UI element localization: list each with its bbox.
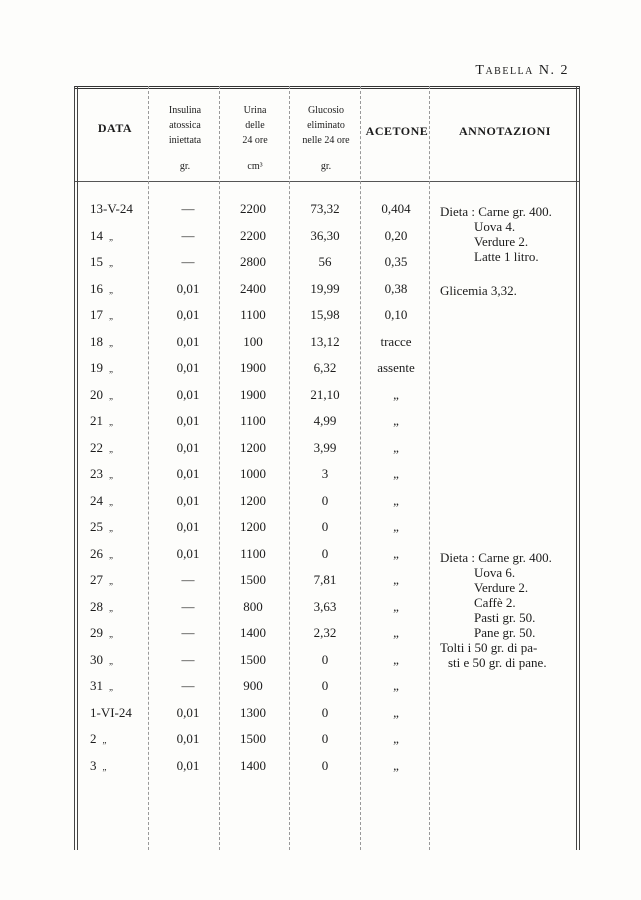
- insulina-cell: 0,01: [176, 333, 200, 349]
- glucosio-cell: 0: [321, 651, 329, 667]
- acetone-cell: „: [393, 678, 399, 693]
- date-cell: 28 „: [90, 598, 113, 614]
- glucosio-cell: 0: [321, 545, 329, 561]
- right-border: [576, 86, 577, 850]
- date-cell: 1-VI-24: [90, 704, 132, 720]
- header-line: Glucosio: [307, 105, 345, 116]
- urina-cell: 1500: [240, 731, 266, 746]
- urina-cell: 1200: [240, 439, 266, 455]
- date-cell: 3 „: [90, 757, 107, 773]
- acetone-cell: tracce: [380, 333, 412, 349]
- acetone-cell: „: [393, 492, 399, 508]
- urina-cell: 2200: [240, 201, 266, 216]
- header-glucosio: [290, 103, 362, 148]
- urina-cell: 2400: [240, 280, 266, 296]
- date-cell: 19 „: [90, 360, 113, 375]
- glucosio-cell: 0: [321, 731, 329, 746]
- header-line: delle: [245, 120, 265, 131]
- annotation-line: Uova 4.: [474, 219, 516, 234]
- glucosio-cell: 73,32: [310, 201, 340, 216]
- date-cell: 14 „: [90, 227, 113, 243]
- annotation-line: Dieta : Carne gr. 400.: [440, 550, 552, 565]
- glucosio-cell: 0: [321, 704, 329, 720]
- header-rule: [74, 181, 580, 182]
- glucosio-cell: 3: [321, 466, 329, 481]
- glucosio-cell: 0: [321, 678, 329, 693]
- glucosio-cell: 0: [321, 757, 329, 773]
- urina-cell: 800: [243, 598, 263, 614]
- annotation-line: Pasti gr. 50.: [474, 610, 536, 625]
- unit-glucosio: gr.: [320, 161, 332, 172]
- date-cell: 2 „: [90, 731, 107, 746]
- acetone-cell: „: [393, 439, 399, 455]
- acetone-cell: „: [393, 757, 399, 773]
- urina-cell: 1900: [240, 360, 266, 375]
- insulina-cell: 0,01: [176, 757, 200, 773]
- col-divider: [360, 86, 361, 850]
- unit-insulina: gr.: [179, 161, 191, 172]
- glucosio-cell: 0: [321, 519, 329, 534]
- glucosio-cell: 2,32: [313, 625, 337, 640]
- date-cell: 20 „: [90, 386, 113, 402]
- urina-cell: 1100: [240, 413, 266, 428]
- insulina-cell: 0,01: [176, 280, 200, 296]
- insulina-cell: 0,01: [176, 439, 200, 455]
- date-cell: 15 „: [90, 254, 113, 269]
- acetone-cell: „: [393, 386, 399, 402]
- date-cell: 29 „: [90, 625, 113, 640]
- acetone-cell: „: [393, 519, 399, 534]
- glucosio-cell: 4,99: [313, 413, 337, 428]
- header-acetone: ACETONE: [365, 124, 429, 138]
- annotation-glycemia: Glicemia 3,32.: [440, 283, 517, 298]
- acetone-cell: „: [393, 731, 399, 746]
- acetone-cell: „: [393, 651, 399, 667]
- date-cell: 26 „: [90, 545, 113, 561]
- header-line: nelle 24 ore: [302, 135, 350, 146]
- date-cell: 22 „: [90, 439, 113, 455]
- acetone-cell: 0,10: [384, 307, 408, 322]
- top-rule: [74, 86, 580, 87]
- glucosio-cell: 15,98: [310, 307, 340, 322]
- table-caption: Tabella N. 2: [475, 63, 569, 78]
- acetone-cell: „: [393, 598, 399, 614]
- acetone-cell: „: [393, 625, 399, 640]
- left-border: [74, 86, 75, 850]
- urina-cell: 2800: [240, 254, 266, 269]
- insulina-cell: —: [181, 598, 195, 614]
- glucosio-cell: 36,30: [310, 227, 340, 243]
- header-line: iniettata: [168, 135, 202, 146]
- insulina-cell: 0,01: [176, 492, 200, 508]
- urina-cell: 900: [243, 678, 263, 693]
- header-line: 24 ore: [242, 135, 268, 146]
- insulina-cell: 0,01: [176, 731, 200, 746]
- annotation-diet-1: [440, 204, 552, 264]
- date-cell: 25 „: [90, 519, 113, 534]
- urina-cell: 1500: [240, 651, 266, 667]
- urina-cell: 1200: [240, 492, 266, 508]
- acetone-cell: 0,404: [381, 201, 411, 216]
- acetone-cell: „: [393, 413, 399, 428]
- header-insulina: [150, 103, 220, 148]
- insulina-cell: 0,01: [176, 545, 200, 561]
- annotation-line: Caffè 2.: [474, 595, 516, 610]
- annotation-line: Verdure 2.: [474, 580, 529, 595]
- urina-cell: 1900: [240, 386, 266, 402]
- glucosio-cell: 6,32: [313, 360, 337, 375]
- insulina-cell: —: [181, 678, 195, 693]
- urina-cell: 2200: [240, 227, 266, 243]
- insulina-cell: 0,01: [176, 386, 200, 402]
- urina-cell: 1100: [240, 307, 266, 322]
- urina-cell: 1300: [240, 704, 266, 720]
- annotation-line: sti e 50 gr. di pane.: [448, 655, 547, 670]
- header-line: atossica: [169, 120, 201, 131]
- acetone-cell: 0,35: [384, 254, 408, 269]
- date-cell: 30 „: [90, 651, 113, 667]
- glucosio-cell: 56: [318, 254, 332, 269]
- glucosio-cell: 19,99: [310, 280, 340, 296]
- header-line: eliminato: [307, 120, 345, 131]
- insulina-cell: 0,01: [176, 519, 200, 534]
- header-line: Insulina: [168, 105, 202, 116]
- urina-cell: 1400: [240, 625, 266, 640]
- date-cell: 16 „: [90, 280, 113, 296]
- header-line: Urina: [243, 105, 267, 116]
- urina-cell: 1400: [240, 757, 266, 773]
- glucosio-cell: 7,81: [313, 572, 337, 587]
- insulina-cell: —: [181, 227, 195, 243]
- glucosio-cell: 0: [321, 492, 329, 508]
- insulina-cell: 0,01: [176, 704, 200, 720]
- glucosio-cell: 3,63: [313, 598, 337, 614]
- insulina-cell: 0,01: [176, 307, 200, 322]
- urina-cell: 1200: [240, 519, 266, 534]
- insulina-cell: 0,01: [176, 466, 200, 481]
- acetone-cell: „: [393, 466, 399, 481]
- insulina-cell: —: [181, 201, 195, 216]
- date-cell: 21 „: [90, 413, 113, 428]
- annotation-line: Dieta : Carne gr. 400.: [440, 204, 552, 219]
- glucosio-cell: 3,99: [313, 439, 337, 455]
- date-cell: 31 „: [90, 678, 113, 693]
- insulina-cell: —: [181, 625, 195, 640]
- insulina-cell: 0,01: [176, 360, 200, 375]
- unit-urina: cm³: [247, 161, 263, 172]
- urina-cell: 1500: [240, 572, 266, 587]
- insulina-cell: —: [181, 254, 195, 269]
- annotation-line: Uova 6.: [474, 565, 516, 580]
- col-divider: [429, 86, 430, 850]
- annotation-diet-2: [440, 550, 552, 670]
- urina-cell: 100: [243, 333, 263, 349]
- header-annotazioni: ANNOTAZIONI: [459, 124, 551, 138]
- glucosio-cell: 13,12: [310, 333, 340, 349]
- header-data: DATA: [97, 121, 133, 135]
- date-cell: 24 „: [90, 492, 113, 508]
- acetone-cell: „: [393, 704, 399, 720]
- insulina-cell: 0,01: [176, 413, 200, 428]
- date-cell: 27 „: [90, 572, 113, 587]
- insulina-cell: —: [181, 572, 195, 587]
- header-urina: [220, 103, 290, 148]
- right-border-double: [579, 86, 580, 850]
- urina-cell: 1100: [240, 545, 266, 561]
- acetone-cell: „: [393, 572, 399, 587]
- col-divider: [219, 86, 220, 850]
- annotation-line: Tolti i 50 gr. di pa-: [440, 640, 538, 655]
- date-cell: 18 „: [90, 333, 113, 349]
- annotation-line: Pane gr. 50.: [474, 625, 536, 640]
- insulina-cell: —: [181, 651, 195, 667]
- left-border-double: [77, 86, 78, 850]
- top-rule-double: [74, 88, 580, 89]
- date-cell: 17 „: [90, 307, 113, 322]
- annotation-line: Latte 1 litro.: [474, 249, 539, 264]
- urina-cell: 1000: [240, 466, 266, 481]
- acetone-cell: 0,20: [384, 227, 408, 243]
- annotation-line: Verdure 2.: [474, 234, 529, 249]
- acetone-cell: „: [393, 545, 399, 561]
- acetone-cell: assente: [377, 360, 415, 375]
- date-cell: 13-V-24: [90, 201, 133, 216]
- acetone-cell: 0,38: [384, 280, 408, 296]
- date-cell: 23 „: [90, 466, 113, 481]
- glucosio-cell: 21,10: [310, 386, 340, 402]
